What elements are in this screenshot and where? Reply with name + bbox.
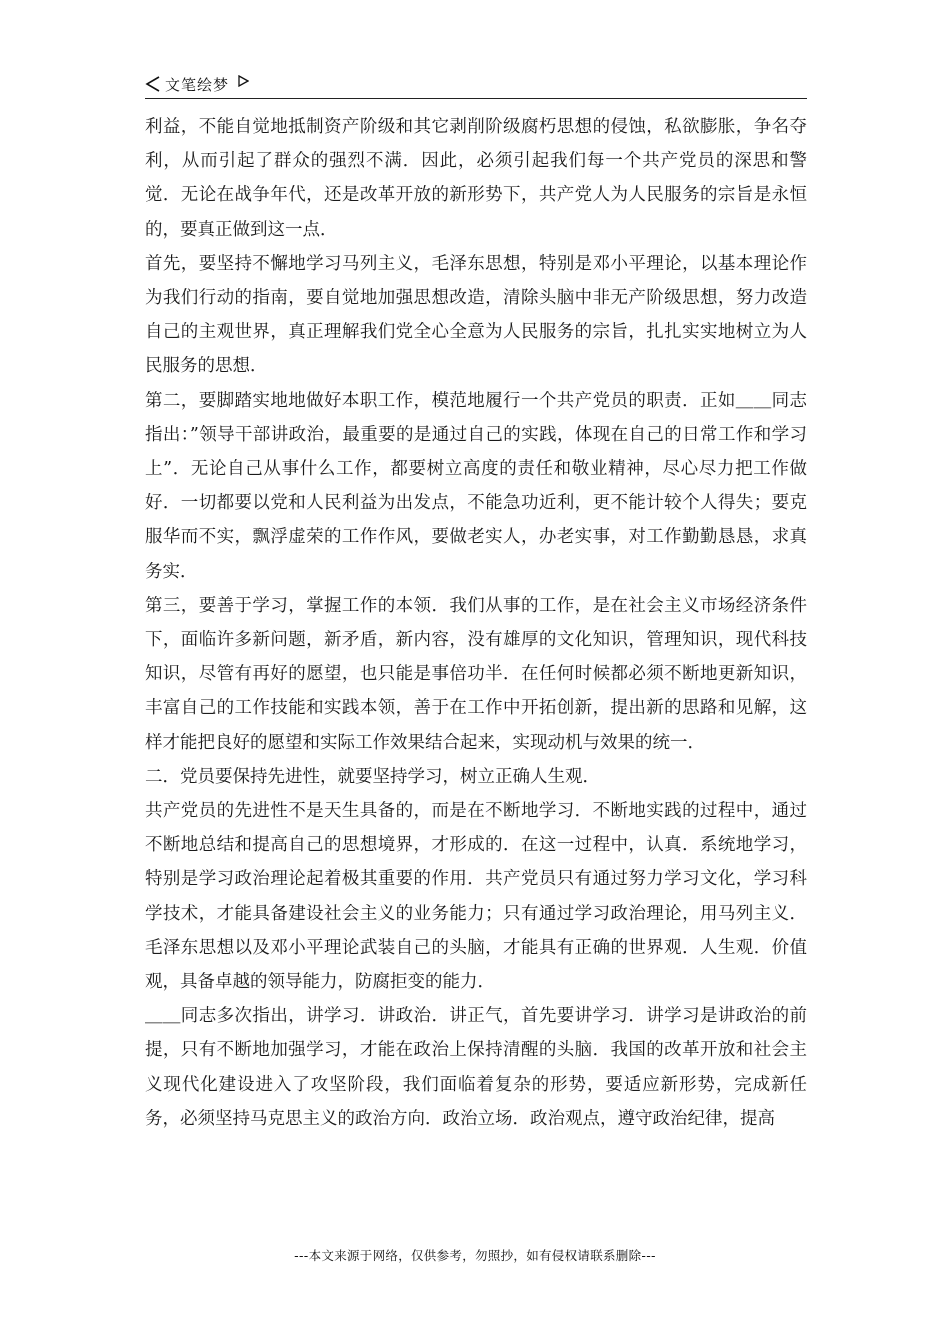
page-header xyxy=(145,70,807,99)
document-body xyxy=(145,110,807,1136)
triangle-right-icon xyxy=(237,75,249,87)
paragraph: 首先，要坚持不懈地学习马列主义，毛泽东思想，特别是邓小平理论，以基本理论作为我们行动的指南，要自觉地加强思想改造，清除头脑中非无产阶级思想，努力改造自己的主观世界，真正理解我们党全心全意为人民服务的宗旨，扎扎实实地树立为人民服务的思想． xyxy=(145,253,807,377)
paragraph: 利益，不能自觉地抵制资产阶级和其它剥削阶级腐朽思想的侵蚀，私欲膨胀，争名夺利，从而引起了群众的强烈不满．因此，必须引起我们每一个共产党员的深思和警觉．无论在战争年代，还是改革开放的新形势下，共产党人为人民服务的宗旨是永恒的，要真正做到这一点． xyxy=(145,117,807,240)
footer-disclaimer: ---本文来源于网络，仅供参考，勿照抄，如有侵权请联系删除--- xyxy=(294,1248,656,1263)
triangle-left-icon xyxy=(145,75,161,93)
paragraph: 共产党员的先进性不是天生具备的，而是在不断地学习．不断地实践的过程中，通过不断地总结和提高自己的思想境界，才形成的．在这一过程中，认真．系统地学习，特别是学习政治理论起着极其重要的作用．共产党员只有通过努力学习文化，学习科学技术，才能具备建设社会主义的业务能力；只有通过学习政治理论，用马列主义．毛泽东思想以及邓小平理论武装自己的头脑，才能具有正确的世界观．人生观．价值观，具备卓越的领导能力，防腐拒变的能力． xyxy=(145,801,807,993)
section-heading: 二．党员要保持先进性，就要坚持学习，树立正确人生观． xyxy=(145,766,600,787)
brand-name: 文笔绘梦 xyxy=(165,75,230,94)
paragraph: 第三，要善于学习，掌握工作的本领．我们从事的工作，是在社会主义市场经济条件下，面临许多新问题，新矛盾，新内容，没有雄厚的文化知识，管理知识，现代科技知识，尽管有再好的愿望，也只能是事倍功半．在任何时候都必须不断地更新知识，丰富自己的工作技能和实践本领，善于在工作中开拓创新，提出新的思路和见解，这样才能把良好的愿望和实际工作效果结合起来，实现动机与效果的统一． xyxy=(145,595,807,753)
paragraph: ＿＿同志多次指出，讲学习．讲政治．讲正气，首先要讲学习．讲学习是讲政治的前提，只有不断地加强学习，才能在政治上保持清醒的头脑．我国的改革开放和社会主义现代化建设进入了攻坚阶段，我们面临着复杂的形势，要适应新形势，完成新任务，必须坚持马克思主义的政治方向．政治立场．政治观点，遵守政治纪律，提高 xyxy=(145,1006,807,1129)
paragraph: 第二，要脚踏实地地做好本职工作，模范地履行一个共产党员的职责．正如＿＿同志指出：”领导干部讲政治，最重要的是通过自己的实践，体现在自己的日常工作和学习上”．无论自己从事什么工作，都要树立高度的责任和敬业精神，尽心尽力把工作做好．一切都要以党和人民利益为出发点，不能急功近利，更不能计较个人得失；要克服华而不实，飘浮虚荣的工作作风，要做老实人，办老实事，对工作勤勤恳恳，求真务实． xyxy=(145,390,807,582)
